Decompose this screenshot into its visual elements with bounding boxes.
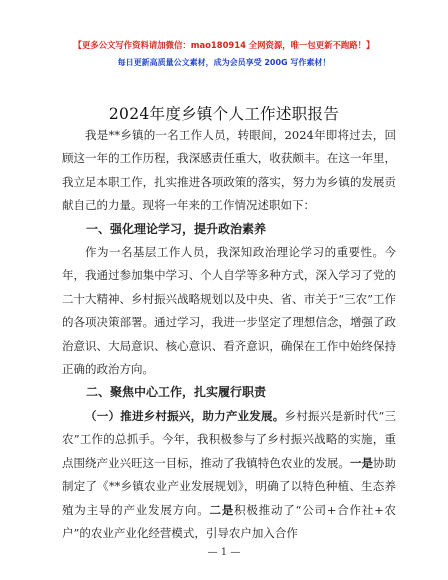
promo-banner-line2: 每日更新高质量公文素材，成为会员享受 200G 写作素材！ (117, 58, 331, 67)
document-body (62, 124, 396, 545)
section2-heading: 二、聚焦中心工作，扎实履行职责 (86, 385, 267, 400)
subsection1-text-a: 乡村振兴是新时代“三农”工作的总抓手。今年，我积极参与了乡村振兴战略的实施，重点围绕产业兴旺这一目标，推动了我镇特色农业的发展。 (62, 408, 396, 470)
page-number: — 1 — (207, 547, 241, 558)
point-two-lead: 二是 (209, 502, 235, 517)
subsection1-text-b: 协助制定了《**乡镇农业产业发展规划》，明确了以特色种植、生态养殖为主导的产业发展方向。 (62, 455, 397, 517)
intro-paragraph: 我是**乡镇的一名工作人员，转眼间，2024年即将过去，回顾这一年的工作历程，我深感责任重大，收获颇丰。在这一年里，我立足本职工作，扎实推进各项政策的落实，努力为乡镇的发展贡献自己的力量。现将一年来的工作情况述职如下： (62, 128, 396, 213)
point-one-lead: 一是 (349, 455, 373, 470)
subsection1-heading: （一）推进乡村振兴，助力产业发展。 (85, 408, 285, 423)
document-title: 2024年度乡镇个人工作述职报告 (108, 105, 340, 123)
subsection1-text-c: 积极推动了“公司+合作社+农户”的农业产业化经营模式，引导农户加入合作 (62, 502, 397, 540)
section1-heading: 一、强化理论学习，提升政治素养 (86, 221, 267, 236)
subsection1-paragraph (62, 405, 396, 545)
promo-banner-line1: 【更多公文写作资料请加微信：mao180914 全网资源，唯一包更新不跑路！】 (73, 40, 375, 50)
section1-paragraph: 作为一名基层工作人员，我深知政治理论学习的重要性。今年，我通过参加集中学习、个人自学等多种方式，深入学习了党的二十大精神、乡村振兴战略规划以及中央、省、市关于“三农”工作的各项决策部署。通过学习，我进一步坚定了理想信念，增强了政治意识、大局意识、核心意识、看齐意识，确保在工作中始终保持正确的政治方向。 (62, 245, 396, 377)
